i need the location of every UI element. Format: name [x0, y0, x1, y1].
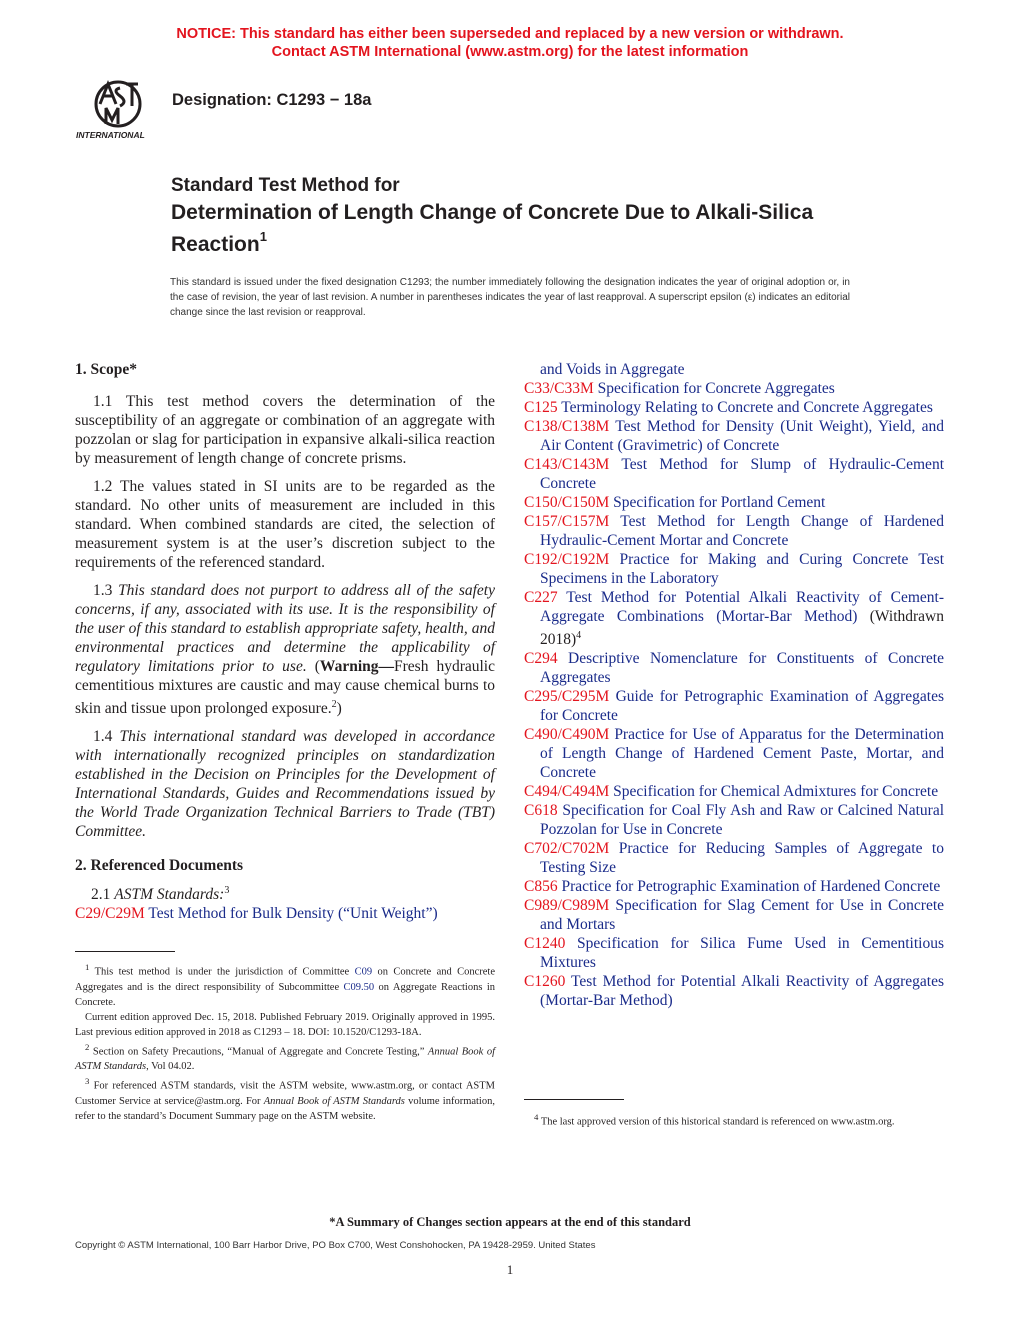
ref-withdrawn-note: (Withdrawn 2018): [540, 608, 944, 649]
footnote-2-text-b: , Vol 04.02.: [146, 1061, 195, 1072]
footnote-ref-4: 4: [576, 630, 582, 641]
notice-line-1: NOTICE: This standard has either been superseded and replaced by a new version or withdrawn.: [176, 26, 844, 42]
scope-1-3-safety-text: This standard does not purport to address all of the safety concerns, if any, associated with its use. It is the responsibility of the user of this standard to establish appropriate safety, health, and environmental practices and determine the applicability of regulatory limitations prior to use.: [75, 582, 495, 675]
ref-code-link[interactable]: C143/C143M: [524, 456, 610, 473]
ref-item[interactable]: [524, 725, 944, 782]
footnote-rule-right: [524, 1099, 624, 1100]
astm-logo: [76, 76, 160, 142]
ref-code-link[interactable]: C618: [524, 802, 558, 820]
ref-item-c29-continued[interactable]: [524, 360, 944, 379]
section-scope-heading: 1. Scope*: [75, 361, 137, 378]
ref-code-link[interactable]: C157/C157M: [524, 513, 610, 530]
ref-item[interactable]: [524, 649, 944, 687]
scope-1-3-number: 1.3: [93, 582, 113, 599]
ref-title-link[interactable]: Test Method for Bulk Density (“Unit Weight”): [148, 905, 438, 923]
title-line-1: Standard Test Method for: [171, 175, 400, 196]
footnote-4: [524, 1110, 944, 1130]
designation: Designation: C1293 − 18a: [172, 91, 372, 109]
ref-title-link[interactable]: Practice for Use of Apparatus for the Determination of Length Change of Hardened Cement Paste, Mortar, and Concrete: [540, 726, 944, 782]
ref-title-link[interactable]: Specification for Portland Cement: [613, 494, 826, 511]
ref-code-link[interactable]: C33/C33M: [524, 380, 594, 397]
scope-1-2: 1.2 The values stated in SI units are to be regarded as the standard. No other units of measurement are included in this standard. When combined standards are cited, the selection of measurement system is at the user’s discretion subject to the requirements of the referenced standard.: [75, 478, 495, 571]
scope-1-4-number: 1.4: [93, 728, 113, 746]
ref-item[interactable]: [524, 493, 944, 512]
ref-title-link[interactable]: Test Method for Slump of Hydraulic-Cement Concrete: [540, 456, 944, 492]
scope-1-1: 1.1 This test method covers the determination of the susceptibility of an aggregate or combination of an aggregate with pozzolan or slag for participation in expansive alkali-silica reaction by measurement of length change of concrete prisms.: [75, 393, 495, 467]
title-main: Determination of Length Change of Concrete Due to Alkali-Silica Reaction: [171, 201, 814, 256]
scope-1-4-text: This international standard was developed in accordance with internationally recognized principles on standardization established in the Decision on Principles for the Development of International Standards, Guides and Recommendations issued by the World Trade Organization Technical Barriers to Trade (TBT) Committee.: [75, 728, 495, 841]
ref-item[interactable]: [524, 512, 944, 550]
ref-code-link[interactable]: C227: [524, 589, 558, 606]
footnote-1: [75, 960, 495, 1010]
copyright-line: Copyright © ASTM International, 100 Barr Harbor Drive, PO Box C700, West Conshohocken, PA 19428-2959. United States: [75, 1240, 596, 1251]
astm-standards-label: [75, 881, 495, 904]
ref-code-link[interactable]: C490/C490M: [524, 726, 610, 744]
footnote-3-italic: Annual Book of ASTM Standards: [263, 1095, 405, 1107]
ref-code-link[interactable]: C125: [524, 399, 558, 416]
section-refdocs-heading: 2. Referenced Documents: [75, 857, 244, 875]
astm-standards-number: 2.1: [91, 886, 111, 904]
warning-text: Fresh hydraulic cementitious mixtures are caustic and may cause chemical burns to skin and tissue upon prolonged exposure.: [75, 658, 495, 718]
ref-item[interactable]: [524, 588, 944, 649]
ref-item[interactable]: [524, 687, 944, 725]
ref-title-link[interactable]: Descriptive Nomenclature for Constituents of Concrete Aggregates: [540, 650, 944, 687]
title-footnote-ref: 1: [259, 229, 267, 244]
scope-1-3: 1.3 This standard does not purport to address all of the safety concerns, if any, associated with its use. It is the responsibility of the user of this standard to establish appropriate safety, health, and environmental practices and determine the applicability of regulatory limitations prior to use. (Warning—Fresh hydraulic cementitious mixtures are caustic and may cause chemical burns to skin and tissue upon prolonged exposure.$^2$): [75, 582, 495, 718]
right-column: [524, 360, 944, 1010]
notice-line-2: Contact ASTM International (www.astm.org) for the latest information: [271, 44, 749, 60]
logo-subtext: INTERNATIONAL: [76, 130, 145, 140]
ref-title-link[interactable]: Specification for Concrete Aggregates: [597, 380, 835, 397]
superseded-notice: [0, 25, 1020, 61]
ref-code-link[interactable]: C192/C192M: [524, 551, 610, 568]
footnote-rule-left: [75, 951, 175, 952]
ref-title-link[interactable]: Test Method for Density (Unit Weight), Yield, and Air Content (Gravimetric) of Concrete: [540, 418, 944, 454]
ref-code-link[interactable]: C856: [524, 878, 558, 896]
footnote-1-text-a: This test method is under the jurisdiction of Committee: [94, 966, 355, 978]
warning-label: Warning—: [319, 658, 394, 675]
footnote-4-text: The last approved version of this historical standard is referenced on www.astm.org.: [540, 1116, 895, 1128]
ref-code-link[interactable]: C702/C702M: [524, 840, 610, 858]
ref-code-link[interactable]: C494/C494M: [524, 783, 610, 801]
ref-code-link[interactable]: C1260: [524, 973, 566, 991]
footnote-3-text-a: For referenced ASTM standards, visit the ASTM website, www.astm.org, or contact ASTM Customer Service at service@astm.org. For: [75, 1080, 495, 1107]
ref-item[interactable]: [524, 934, 944, 972]
ref-code-link[interactable]: C989/C989M: [524, 897, 610, 915]
ref-title-link[interactable]: Specification for Slag Cement for Use in Concrete and Mortars: [540, 897, 945, 934]
ref-code-link[interactable]: C294: [524, 650, 558, 668]
ref-title-link[interactable]: Terminology Relating to Concrete and Concrete Aggregates: [561, 399, 933, 416]
footnote-1-text-b: on Concrete and Concrete Aggregates and is the direct responsibility of Subcommittee: [75, 966, 496, 993]
ref-code-link[interactable]: C29/C29M: [75, 905, 145, 923]
committee-c09-link[interactable]: C09: [354, 966, 373, 978]
ref-item[interactable]: [524, 398, 944, 417]
footnote-3-text-b: volume information, refer to the standard’s Document Summary page on the ASTM website.: [75, 1095, 495, 1122]
footnote-1-marker: 1: [85, 962, 90, 972]
ref-title-link[interactable]: Specification for Chemical Admixtures for Concrete: [613, 783, 939, 801]
ref-title-link[interactable]: Practice for Reducing Samples of Aggregate to Testing Size: [540, 840, 944, 877]
ref-title-link[interactable]: Practice for Making and Curing Concrete Test Specimens in the Laboratory: [540, 551, 944, 587]
ref-item[interactable]: [524, 896, 944, 934]
footnote-2-text-a: Section on Safety Precautions, “Manual of Aggregate and Concrete Testing,”: [92, 1046, 428, 1057]
ref-item[interactable]: [524, 782, 944, 801]
footnote-2: [75, 1040, 495, 1075]
ref-code-link[interactable]: C138/C138M: [524, 418, 610, 435]
ref-title-link[interactable]: Practice for Petrographic Examination of Hardened Concrete: [561, 878, 941, 896]
ref-title-link[interactable]: Specification for Silica Fume Used in Cementitious Mixtures: [540, 935, 945, 972]
ref-title-link[interactable]: and Voids in Aggregate: [540, 361, 685, 378]
footnote-1-edition: Current edition approved Dec. 15, 2018. Published February 2019. Originally approved in 1995. Last previous edition approved in 2018 as C1293 – 18. DOI: 10.1520/C1293-18A.: [75, 1011, 495, 1038]
footnote-2-italic: Annual Book of ASTM Standards: [75, 1046, 496, 1072]
ref-title-link[interactable]: Specification for Coal Fly Ash and Raw or Calcined Natural Pozzolan for Use in Concrete: [540, 802, 945, 839]
ref-code-link[interactable]: C150/C150M: [524, 494, 610, 511]
astm-standards-text: ASTM Standards:: [114, 886, 225, 904]
footnotes-left: [75, 960, 495, 1124]
footnote-3-marker: 3: [85, 1076, 90, 1086]
ref-item[interactable]: [524, 417, 944, 455]
title-line-2: [171, 200, 891, 258]
summary-of-changes-note: *A Summary of Changes section appears at the end of this standard: [329, 1215, 691, 1229]
ref-item[interactable]: [524, 972, 944, 1010]
page-number: 1: [506, 1262, 514, 1277]
ref-code-link[interactable]: C1240: [524, 935, 566, 953]
footnote-ref-2: 2: [331, 699, 337, 710]
footnote-4-marker: 4: [534, 1112, 539, 1122]
footnote-2-marker: 2: [85, 1041, 90, 1052]
left-column: [75, 360, 495, 923]
ref-item[interactable]: [524, 379, 944, 398]
ref-title-link[interactable]: Test Method for Potential Alkali Reactivity of Cement-Aggregate Combinations (Mortar-Bar Method): [540, 589, 944, 625]
subcommittee-c0950-link[interactable]: C09.50: [343, 981, 375, 993]
preamble: This standard is issued under the fixed designation C1293; the number immediately following the designation indicates the year of original adoption or, in the case of revision, the year of last revision. A number in parentheses indicates the year of last reapproval. A superscript epsilon (ε) indicates an editorial change since the last revision or reapproval.: [170, 277, 850, 318]
footnote-ref-3: 3: [224, 885, 230, 897]
scope-1-4: [75, 727, 495, 841]
ref-title-link[interactable]: Test Method for Length Change of Hardened Hydraulic-Cement Mortar and Concrete: [540, 513, 944, 549]
footnotes-right: [524, 1110, 944, 1130]
ref-item[interactable]: [524, 801, 944, 839]
referenced-documents-list: [524, 379, 944, 1010]
ref-title-link[interactable]: Guide for Petrographic Examination of Aggregates for Concrete: [540, 688, 944, 725]
ref-item-c29[interactable]: [75, 904, 495, 923]
ref-code-link[interactable]: C295/C295M: [524, 688, 610, 706]
ref-title-link[interactable]: Test Method for Potential Alkali Reactivity of Aggregates (Mortar-Bar Method): [540, 973, 944, 1010]
footnote-1-text-c: on Aggregate Reactions in Concrete.: [75, 981, 495, 1008]
ref-item[interactable]: [524, 455, 944, 493]
ref-item[interactable]: [524, 877, 944, 896]
ref-item[interactable]: [524, 550, 944, 588]
ref-item[interactable]: [524, 839, 944, 877]
footnote-3: [75, 1074, 495, 1124]
